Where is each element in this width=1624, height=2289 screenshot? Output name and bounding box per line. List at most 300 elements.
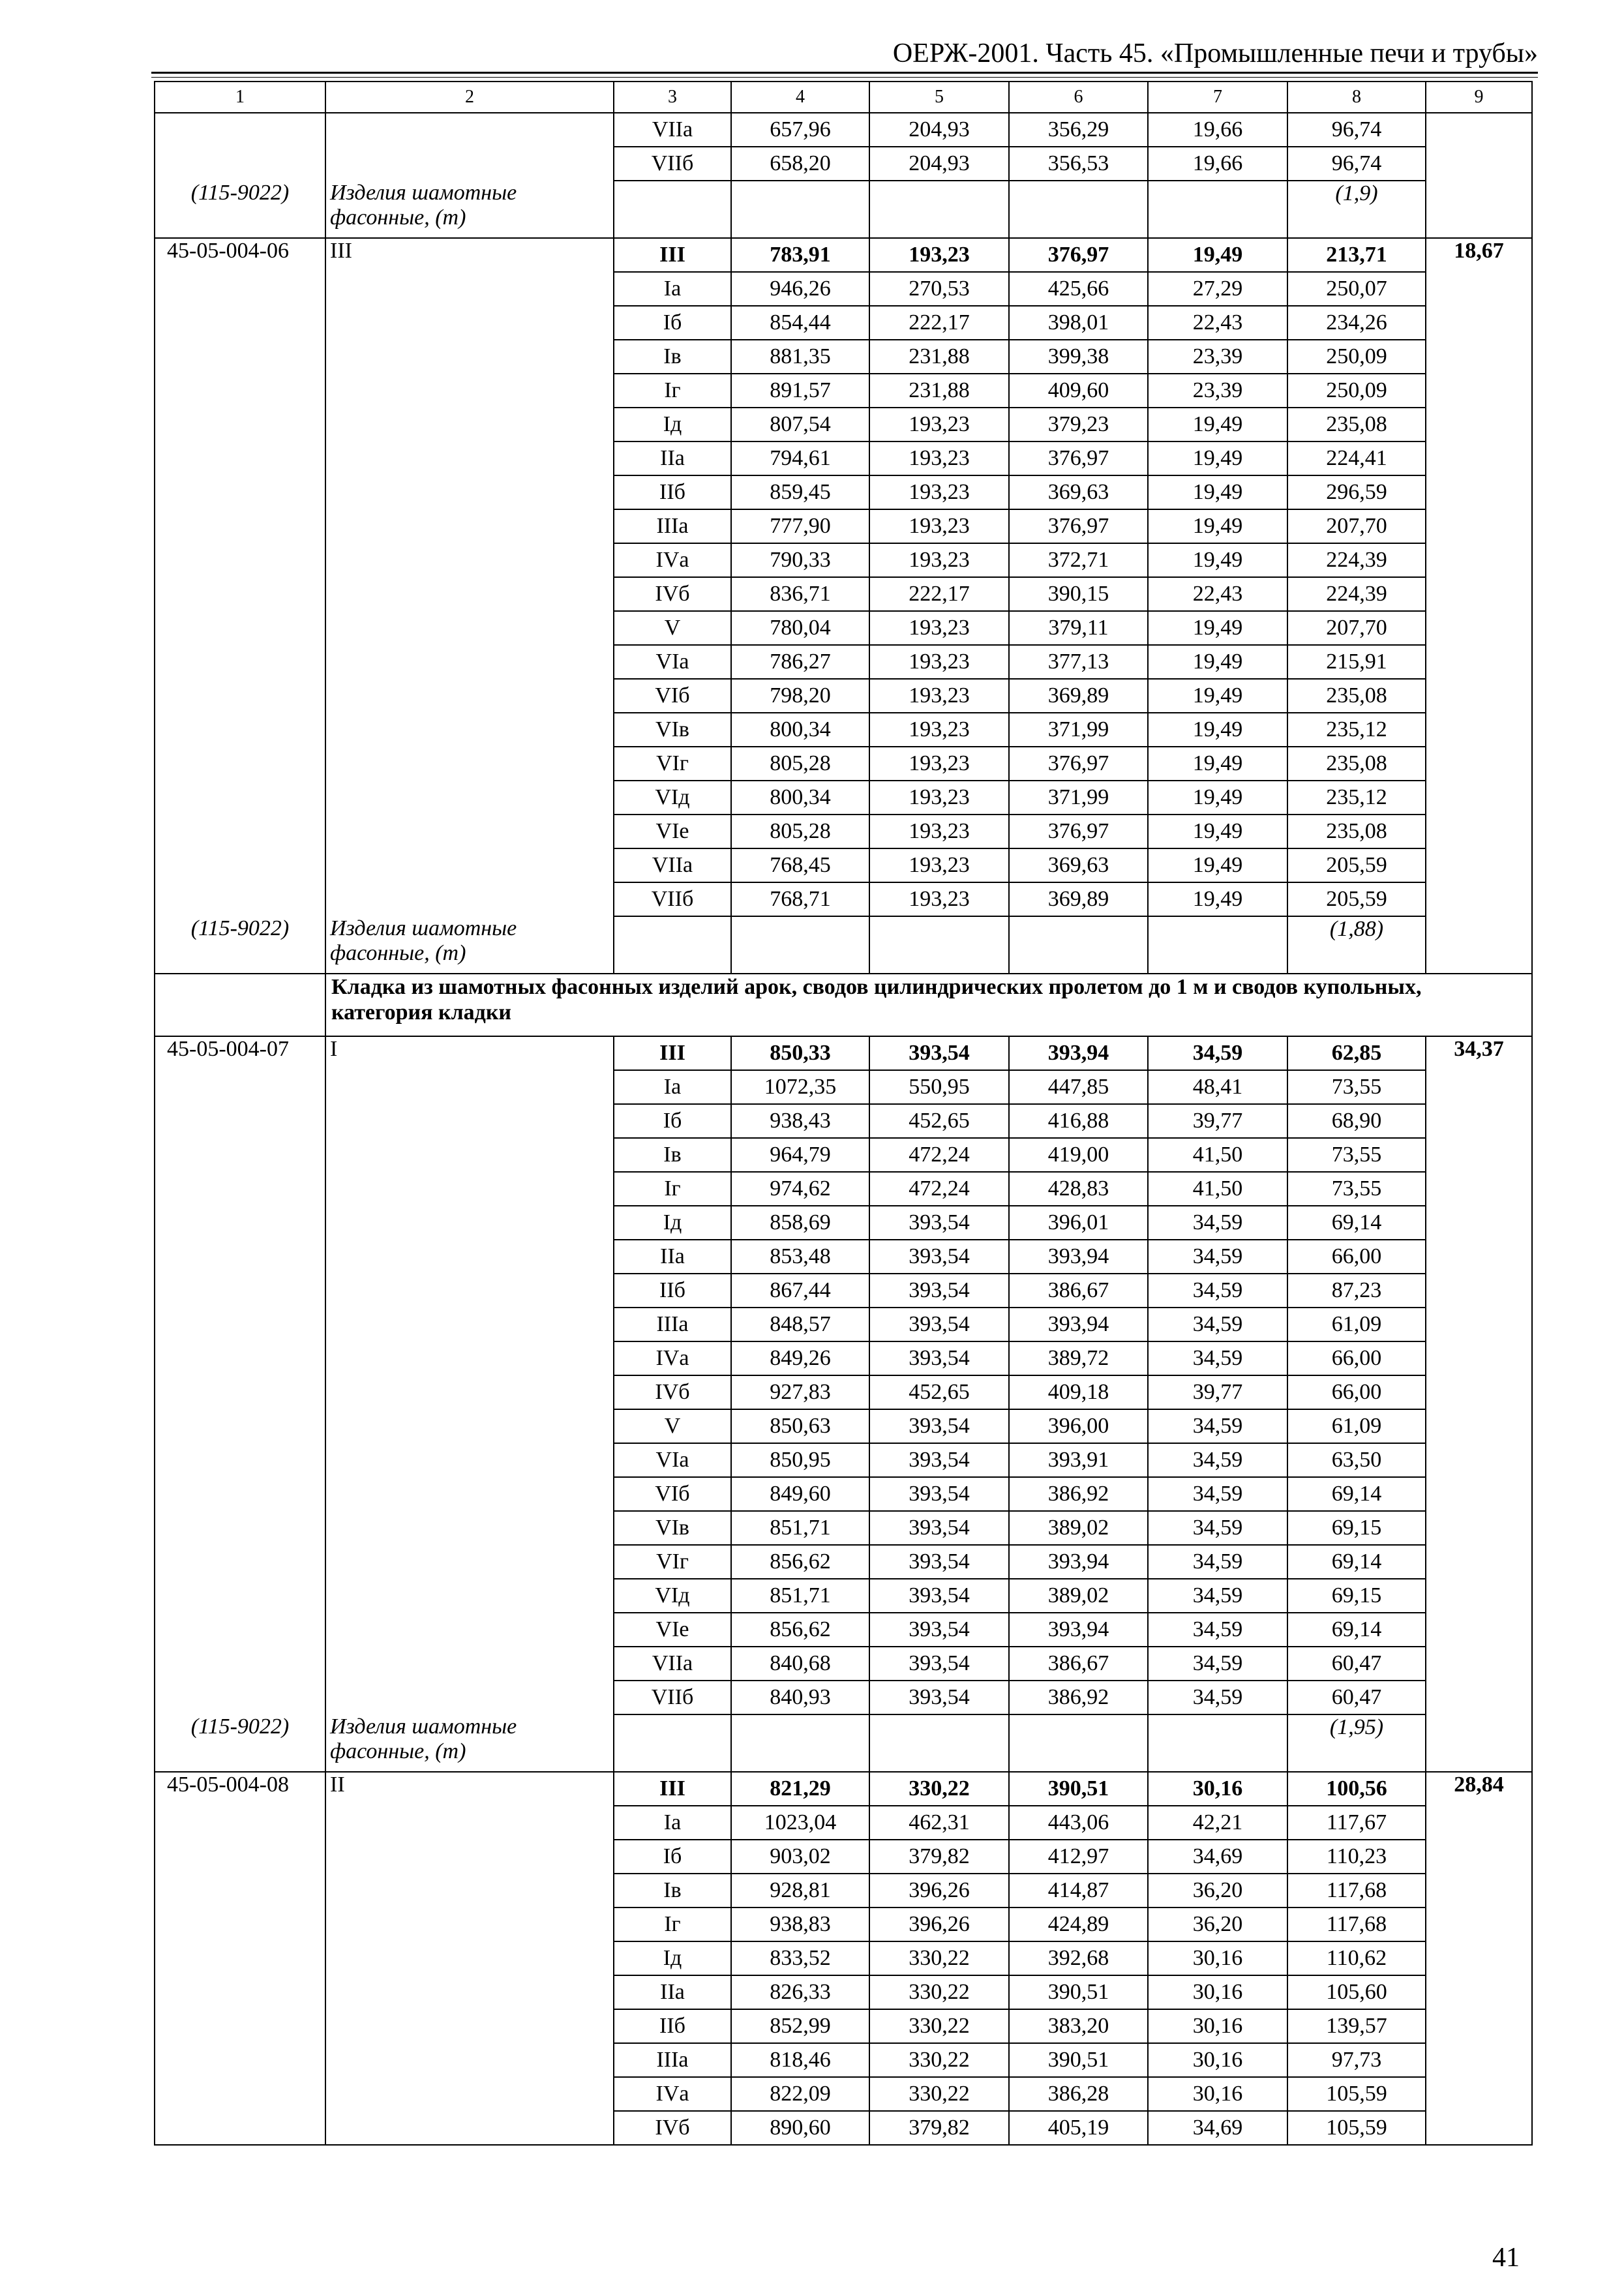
machines-cell: 414,87 [1009,1874,1148,1908]
table-row [155,1070,1532,1104]
materials-cell: 69,14 [1287,1613,1426,1647]
work-category-cell [325,1840,614,1874]
materials-cell: 63,50 [1287,1443,1426,1477]
labor-cell [1426,2077,1532,2111]
machines-cell: 399,38 [1009,340,1148,374]
material-quantity-cell: (1,9) [1287,181,1426,238]
empty-cell [869,916,1009,974]
driver-wages-cell: 34,59 [1148,1409,1287,1443]
column-number-cell: 5 [869,82,1009,113]
rate-code-cell [155,781,325,815]
labor-cell [1426,713,1532,747]
table-row [155,1341,1532,1375]
temperature-zone-cell: VIе [614,815,731,848]
material-row [155,181,1532,238]
empty-cell [1148,181,1287,238]
temperature-zone-cell: Iа [614,1070,731,1104]
materials-cell: 69,14 [1287,1206,1426,1240]
materials-cell: 250,07 [1287,272,1426,306]
rate-code-cell [155,306,325,340]
labor-cell [1426,577,1532,611]
work-category-cell [325,1206,614,1240]
materials-cell: 96,74 [1287,147,1426,181]
total-cost-cell: 881,35 [731,340,869,374]
rate-code-cell [155,441,325,475]
total-cost-cell: 856,62 [731,1613,869,1647]
work-category-cell [325,1104,614,1138]
material-name-cell: Изделия шамотные фасонные, (т) [325,916,614,974]
page-number: 41 [1492,2243,1520,2273]
rate-code-cell [155,1240,325,1274]
table-row [155,1172,1532,1206]
work-category-cell [325,713,614,747]
driver-wages-cell: 30,16 [1148,2043,1287,2077]
table-row [155,1975,1532,2009]
materials-cell: 73,55 [1287,1070,1426,1104]
rate-code-cell [155,1206,325,1240]
rate-code-cell: 45-05-004-06 [155,238,325,272]
labor-cell [1426,113,1532,147]
driver-wages-cell: 23,39 [1148,374,1287,408]
machines-cell: 409,18 [1009,1375,1148,1409]
temperature-zone-cell: VIг [614,747,731,781]
labor-cell [1426,408,1532,441]
column-number-cell: 3 [614,82,731,113]
rate-code-cell [155,1681,325,1714]
materials-cell: 207,70 [1287,509,1426,543]
materials-cell: 213,71 [1287,238,1426,272]
work-category-cell [325,1172,614,1206]
column-number-cell: 8 [1287,82,1426,113]
labor-cell [1426,272,1532,306]
wages-cell: 393,54 [869,1274,1009,1308]
driver-wages-cell: 19,49 [1148,815,1287,848]
work-category-cell [325,543,614,577]
driver-wages-cell: 34,59 [1148,1443,1287,1477]
rate-code-cell [155,1477,325,1511]
driver-wages-cell: 19,49 [1148,848,1287,882]
total-cost-cell: 849,60 [731,1477,869,1511]
total-cost-cell: 856,62 [731,1545,869,1579]
rate-code-cell [155,1104,325,1138]
work-category-cell [325,509,614,543]
materials-cell: 100,56 [1287,1772,1426,1806]
wages-cell: 550,95 [869,1070,1009,1104]
rate-code-cell [155,1579,325,1613]
driver-wages-cell: 22,43 [1148,306,1287,340]
temperature-zone-cell: Iб [614,1104,731,1138]
empty-cell [869,1714,1009,1772]
driver-wages-cell: 19,49 [1148,747,1287,781]
driver-wages-cell: 30,16 [1148,1772,1287,1806]
empty-cell [614,916,731,974]
wages-cell: 193,23 [869,238,1009,272]
machines-cell: 386,67 [1009,1274,1148,1308]
temperature-zone-cell: III [614,1036,731,1070]
total-cost-cell: 805,28 [731,747,869,781]
driver-wages-cell: 36,20 [1148,1874,1287,1908]
wages-cell: 379,82 [869,2111,1009,2145]
labor-cell [1426,1647,1532,1681]
work-category-cell [325,1070,614,1104]
work-category-cell [325,1375,614,1409]
empty-cell [731,1714,869,1772]
table-row [155,147,1532,181]
temperature-zone-cell: IIIа [614,2043,731,2077]
labor-cell [1426,1806,1532,1840]
rate-code-cell [155,1274,325,1308]
wages-cell: 330,22 [869,2009,1009,2043]
machines-cell: 379,11 [1009,611,1148,645]
temperature-zone-cell: VIIа [614,1647,731,1681]
table-row [155,2043,1532,2077]
work-category-cell [325,113,614,147]
labor-cell [1426,747,1532,781]
wages-cell: 193,23 [869,882,1009,916]
total-cost-cell: 777,90 [731,509,869,543]
machines-cell: 390,15 [1009,577,1148,611]
driver-wages-cell: 19,49 [1148,713,1287,747]
total-cost-cell: 974,62 [731,1172,869,1206]
total-cost-cell: 859,45 [731,475,869,509]
labor-cell [1426,1840,1532,1874]
work-category-cell [325,1341,614,1375]
work-category-cell [325,1908,614,1941]
labor-cell [1426,882,1532,916]
work-category-cell [325,1941,614,1975]
work-category-cell [325,2043,614,2077]
total-cost-cell: 805,28 [731,815,869,848]
work-category-cell [325,441,614,475]
wages-cell: 193,23 [869,679,1009,713]
total-cost-cell: 851,71 [731,1579,869,1613]
machines-cell: 379,23 [1009,408,1148,441]
table-row [155,1036,1532,1070]
total-cost-cell: 836,71 [731,577,869,611]
materials-cell: 105,59 [1287,2111,1426,2145]
rate-code-cell [155,113,325,147]
rate-code-cell [155,543,325,577]
temperature-zone-cell: VIд [614,1579,731,1613]
wages-cell: 393,54 [869,1409,1009,1443]
work-category-cell [325,882,614,916]
wages-cell: 393,54 [869,1647,1009,1681]
wages-cell: 396,26 [869,1908,1009,1941]
work-category-cell [325,848,614,882]
empty-cell [614,181,731,238]
total-cost-cell: 658,20 [731,147,869,181]
machines-cell: 393,91 [1009,1443,1148,1477]
material-row [155,1714,1532,1772]
driver-wages-cell: 34,59 [1148,1240,1287,1274]
labor-cell [1426,374,1532,408]
labor-cell [1426,1341,1532,1375]
table-row [155,611,1532,645]
temperature-zone-cell: IVа [614,2077,731,2111]
table-row [155,882,1532,916]
materials-cell: 205,59 [1287,882,1426,916]
machines-cell: 396,00 [1009,1409,1148,1443]
materials-cell: 235,12 [1287,713,1426,747]
machines-cell: 393,94 [1009,1613,1148,1647]
materials-cell: 73,55 [1287,1172,1426,1206]
driver-wages-cell: 34,59 [1148,1545,1287,1579]
header-rule-thin [151,77,1538,78]
work-category-cell [325,2077,614,2111]
materials-cell: 110,62 [1287,1941,1426,1975]
temperature-zone-cell: VIб [614,1477,731,1511]
table-row [155,1138,1532,1172]
table-row [155,1240,1532,1274]
machines-cell: 424,89 [1009,1908,1148,1941]
machines-cell: 376,97 [1009,441,1148,475]
labor-cell [1426,815,1532,848]
temperature-zone-cell: Iд [614,1941,731,1975]
machines-cell: 386,92 [1009,1477,1148,1511]
machines-cell: 369,63 [1009,475,1148,509]
work-category-cell: I [325,1036,614,1070]
driver-wages-cell: 34,59 [1148,1036,1287,1070]
total-cost-cell: 818,46 [731,2043,869,2077]
total-cost-cell: 964,79 [731,1138,869,1172]
table-row [155,679,1532,713]
total-cost-cell: 800,34 [731,781,869,815]
total-cost-cell: 850,63 [731,1409,869,1443]
total-cost-cell: 768,45 [731,848,869,882]
labor-cell [1426,1172,1532,1206]
rate-code-cell [155,1647,325,1681]
section-header-row [155,974,1532,1036]
rate-code-cell: 45-05-004-07 [155,1036,325,1070]
labor-cell [1426,1138,1532,1172]
driver-wages-cell: 41,50 [1148,1138,1287,1172]
labor-cell: 18,67 [1426,238,1532,272]
machines-cell: 371,99 [1009,781,1148,815]
machines-cell: 396,01 [1009,1206,1148,1240]
materials-cell: 69,15 [1287,1579,1426,1613]
machines-cell: 371,99 [1009,713,1148,747]
temperature-zone-cell: IVа [614,543,731,577]
machines-cell: 356,53 [1009,147,1148,181]
machines-cell: 376,97 [1009,815,1148,848]
temperature-zone-cell: VIд [614,781,731,815]
temperature-zone-cell: VIг [614,1545,731,1579]
rate-code-cell [155,882,325,916]
wages-cell: 330,22 [869,2043,1009,2077]
driver-wages-cell: 48,41 [1148,1070,1287,1104]
wages-cell: 193,23 [869,713,1009,747]
total-cost-cell: 938,83 [731,1908,869,1941]
labor-cell [1426,1545,1532,1579]
material-code-cell: (115-9022) [155,1714,325,1772]
machines-cell: 389,02 [1009,1579,1148,1613]
wages-cell: 452,65 [869,1375,1009,1409]
wages-cell: 193,23 [869,543,1009,577]
materials-cell: 250,09 [1287,374,1426,408]
empty-cell [155,974,325,1036]
labor-cell [1426,2043,1532,2077]
table-row [155,441,1532,475]
wages-cell: 472,24 [869,1172,1009,1206]
table-row [155,1647,1532,1681]
wages-cell: 193,23 [869,848,1009,882]
work-category-cell [325,1477,614,1511]
column-number-cell: 2 [325,82,614,113]
machines-cell: 428,83 [1009,1172,1148,1206]
table-row [155,2077,1532,2111]
table-row [155,1545,1532,1579]
total-cost-cell: 946,26 [731,272,869,306]
machines-cell: 390,51 [1009,2043,1148,2077]
total-cost-cell: 928,81 [731,1874,869,1908]
table-row [155,713,1532,747]
labor-cell [1426,340,1532,374]
table-row [155,2111,1532,2145]
driver-wages-cell: 19,49 [1148,475,1287,509]
total-cost-cell: 840,68 [731,1647,869,1681]
work-category-cell [325,747,614,781]
empty-cell [1009,181,1148,238]
wages-cell: 393,54 [869,1613,1009,1647]
materials-cell: 235,08 [1287,815,1426,848]
total-cost-cell: 768,71 [731,882,869,916]
wages-cell: 472,24 [869,1138,1009,1172]
rate-code-cell [155,1941,325,1975]
rate-code-cell [155,1443,325,1477]
wages-cell: 379,82 [869,1840,1009,1874]
temperature-zone-cell: IVб [614,2111,731,2145]
table-row [155,340,1532,374]
machines-cell: 389,02 [1009,1511,1148,1545]
driver-wages-cell: 34,59 [1148,1477,1287,1511]
total-cost-cell: 790,33 [731,543,869,577]
work-category-cell [325,1274,614,1308]
work-category-cell [325,679,614,713]
driver-wages-cell: 36,20 [1148,1908,1287,1941]
labor-cell [1426,1409,1532,1443]
materials-cell: 250,09 [1287,340,1426,374]
column-number-cell: 9 [1426,82,1532,113]
driver-wages-cell: 19,66 [1148,147,1287,181]
table-row [155,475,1532,509]
rate-code-cell [155,340,325,374]
total-cost-cell: 890,60 [731,2111,869,2145]
driver-wages-cell: 34,59 [1148,1613,1287,1647]
temperature-zone-cell: IVб [614,1375,731,1409]
machines-cell: 390,51 [1009,1772,1148,1806]
materials-cell: 117,68 [1287,1908,1426,1941]
total-cost-cell: 807,54 [731,408,869,441]
rate-code-cell [155,374,325,408]
materials-cell: 235,08 [1287,679,1426,713]
wages-cell: 393,54 [869,1579,1009,1613]
labor-cell: 34,37 [1426,1036,1532,1070]
work-category-cell [325,1975,614,2009]
wages-cell: 330,22 [869,2077,1009,2111]
work-category-cell [325,1138,614,1172]
temperature-zone-cell: Iд [614,1206,731,1240]
machines-cell: 372,71 [1009,543,1148,577]
driver-wages-cell: 19,49 [1148,509,1287,543]
labor-cell: 28,84 [1426,1772,1532,1806]
wages-cell: 393,54 [869,1308,1009,1341]
rate-code-cell [155,408,325,441]
driver-wages-cell: 42,21 [1148,1806,1287,1840]
header-rule-thick [151,72,1538,74]
table-row [155,781,1532,815]
driver-wages-cell: 19,49 [1148,781,1287,815]
total-cost-cell: 850,33 [731,1036,869,1070]
temperature-zone-cell: VIIа [614,848,731,882]
materials-cell: 66,00 [1287,1341,1426,1375]
materials-cell: 69,14 [1287,1545,1426,1579]
table-row [155,1375,1532,1409]
driver-wages-cell: 19,49 [1148,238,1287,272]
table-row [155,2009,1532,2043]
table-row [155,1579,1532,1613]
machines-cell: 447,85 [1009,1070,1148,1104]
work-category-cell: III [325,238,614,272]
empty-cell [1148,916,1287,974]
rates-table-body [155,82,1532,2145]
labor-cell [1426,2009,1532,2043]
rate-code-cell [155,2111,325,2145]
materials-cell: 117,67 [1287,1806,1426,1840]
wages-cell: 204,93 [869,147,1009,181]
rate-code-cell [155,1874,325,1908]
driver-wages-cell: 19,49 [1148,408,1287,441]
labor-cell [1426,1908,1532,1941]
column-number-cell: 7 [1148,82,1287,113]
material-name-cell: Изделия шамотные фасонные, (т) [325,181,614,238]
labor-cell [1426,679,1532,713]
materials-cell: 68,90 [1287,1104,1426,1138]
labor-cell [1426,2111,1532,2145]
work-category-cell [325,408,614,441]
work-category-cell [325,1443,614,1477]
driver-wages-cell: 19,49 [1148,441,1287,475]
work-category-cell [325,1806,614,1840]
work-category-cell [325,1240,614,1274]
temperature-zone-cell: VIб [614,679,731,713]
materials-cell: 110,23 [1287,1840,1426,1874]
machines-cell: 386,28 [1009,2077,1148,2111]
wages-cell: 193,23 [869,815,1009,848]
rate-code-cell [155,713,325,747]
table-row [155,509,1532,543]
temperature-zone-cell: Iа [614,1806,731,1840]
temperature-zone-cell: IIб [614,475,731,509]
materials-cell: 69,14 [1287,1477,1426,1511]
rate-code-cell: 45-05-004-08 [155,1772,325,1806]
wages-cell: 231,88 [869,340,1009,374]
materials-cell: 139,57 [1287,2009,1426,2043]
total-cost-cell: 852,99 [731,2009,869,2043]
materials-cell: 224,41 [1287,441,1426,475]
wages-cell: 393,54 [869,1511,1009,1545]
total-cost-cell: 840,93 [731,1681,869,1714]
machines-cell: 443,06 [1009,1806,1148,1840]
machines-cell: 393,94 [1009,1036,1148,1070]
materials-cell: 117,68 [1287,1874,1426,1908]
wages-cell: 393,54 [869,1545,1009,1579]
table-row [155,577,1532,611]
empty-cell [1148,1714,1287,1772]
total-cost-cell: 853,48 [731,1240,869,1274]
labor-cell [1426,1975,1532,2009]
driver-wages-cell: 34,59 [1148,1308,1287,1341]
table-row [155,1908,1532,1941]
